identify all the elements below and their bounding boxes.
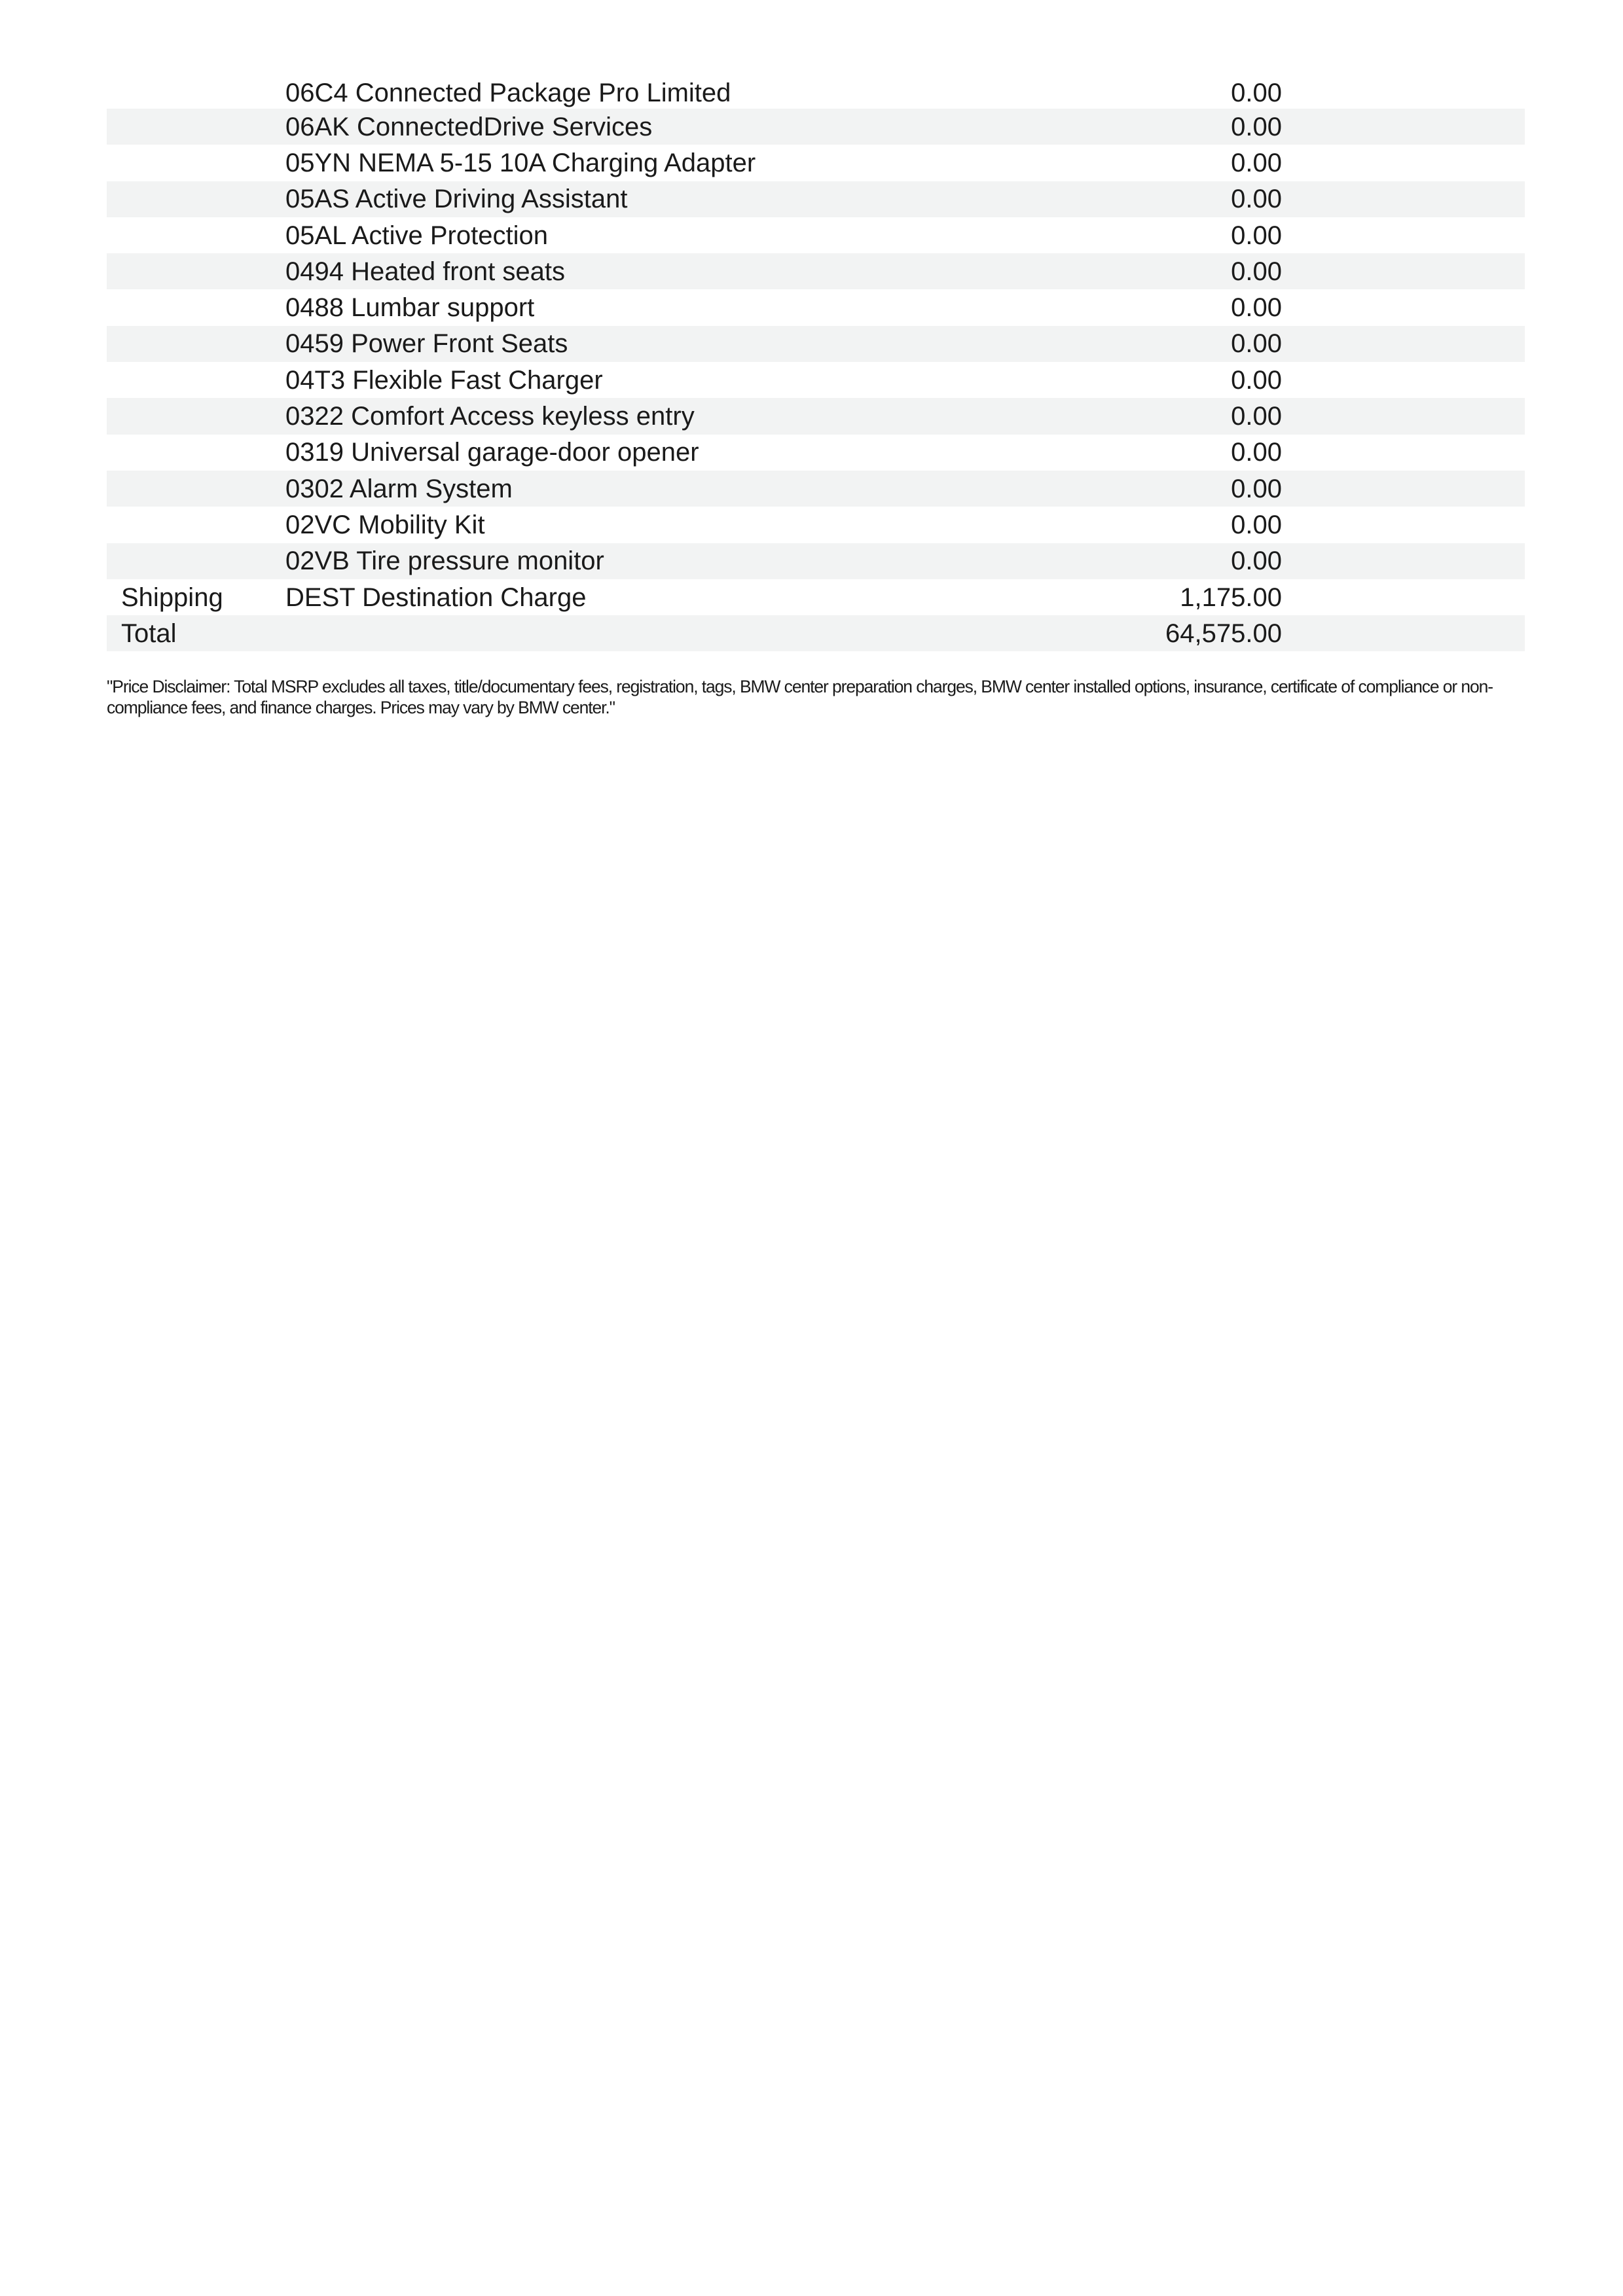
row-amount: 0.00	[1231, 257, 1282, 286]
row-description: 0488 Lumbar support	[285, 293, 535, 323]
row-amount: 0.00	[1231, 365, 1282, 395]
row-category: Total	[121, 619, 177, 648]
table-row	[107, 145, 1525, 181]
price-table	[107, 77, 1525, 651]
row-description: 05AL Active Protection	[285, 221, 548, 250]
row-description: 02VC Mobility Kit	[285, 510, 485, 539]
table-row	[107, 362, 1525, 398]
row-description: 06C4 Connected Package Pro Limited	[285, 79, 731, 107]
row-description: 06AK ConnectedDrive Services	[285, 112, 653, 141]
price-disclaimer: "Price Disclaimer: Total MSRP excludes all taxes, title/documentary fees, registration, tags, BMW center preparation charges, BMW center installed options, insurance, certificate of compliance or non-compliance fees, and finance charges. Prices may vary by BMW center."	[107, 677, 1493, 717]
table-row	[107, 217, 1525, 253]
table-row	[107, 289, 1525, 325]
total-row	[107, 615, 1525, 651]
row-amount: 0.00	[1231, 329, 1282, 359]
row-amount: 0.00	[1231, 221, 1282, 250]
row-description: 0322 Comfort Access keyless entry	[285, 402, 695, 431]
row-amount: 0.00	[1231, 185, 1282, 214]
shipping-row	[107, 579, 1525, 615]
row-category: Shipping	[121, 583, 223, 612]
table-row	[107, 109, 1525, 145]
row-description: 04T3 Flexible Fast Charger	[285, 365, 603, 395]
row-amount: 0.00	[1231, 148, 1282, 177]
row-description: 05YN NEMA 5-15 10A Charging Adapter	[285, 148, 756, 177]
row-amount: 0.00	[1231, 510, 1282, 539]
row-amount: 0.00	[1231, 402, 1282, 431]
row-description: 0459 Power Front Seats	[285, 329, 568, 359]
row-description: 0494 Heated front seats	[285, 257, 565, 286]
table-row	[107, 435, 1525, 471]
row-description: DEST Destination Charge	[285, 583, 587, 612]
row-amount: 0.00	[1231, 293, 1282, 323]
total-amount: 64,575.00	[1165, 619, 1282, 648]
row-description: 0302 Alarm System	[285, 474, 513, 503]
row-amount: 0.00	[1231, 438, 1282, 467]
row-amount: 1,175.00	[1180, 583, 1282, 612]
table-row	[107, 326, 1525, 362]
row-description: 05AS Active Driving Assistant	[285, 185, 628, 214]
table-row	[107, 471, 1525, 507]
table-row	[107, 181, 1525, 217]
table-row	[107, 543, 1525, 579]
table-row	[107, 253, 1525, 289]
row-description: 02VB Tire pressure monitor	[285, 547, 604, 576]
table-row	[107, 507, 1525, 543]
table-row	[107, 77, 1525, 109]
row-description: 0319 Universal garage-door opener	[285, 438, 699, 467]
row-amount: 0.00	[1231, 112, 1282, 141]
row-amount: 0.00	[1231, 79, 1282, 107]
row-amount: 0.00	[1231, 474, 1282, 503]
row-amount: 0.00	[1231, 547, 1282, 576]
table-row	[107, 398, 1525, 434]
